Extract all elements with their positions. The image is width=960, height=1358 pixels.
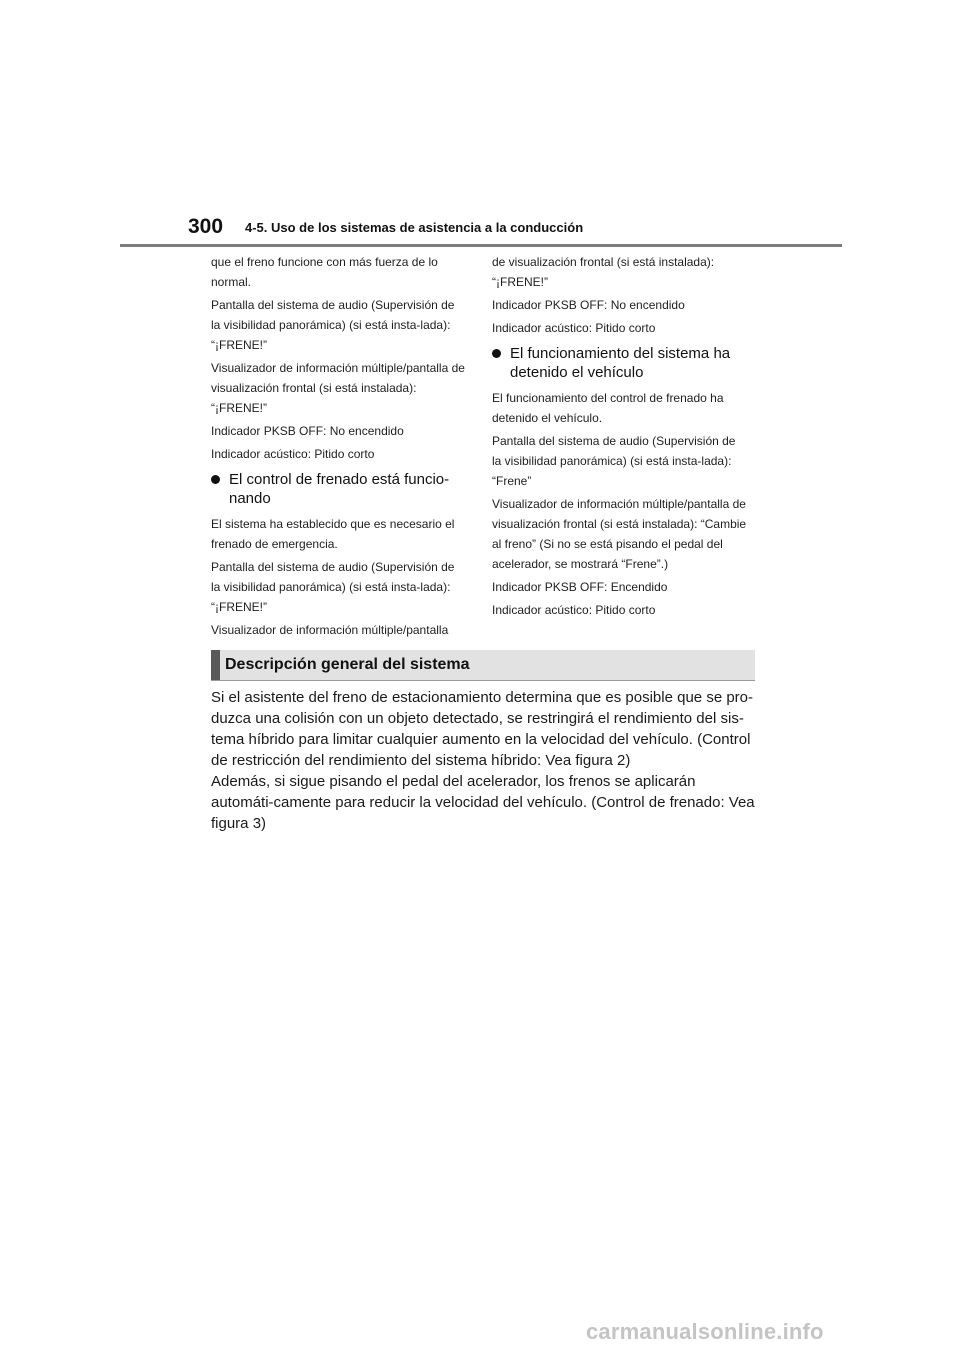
paragraph: Indicador PKSB OFF: No encendido	[211, 424, 404, 438]
paragraph: El funcionamiento del control de frenado ha detenido el vehículo.	[492, 391, 724, 425]
overview-paragraph: Además, si sigue pisando el pedal del acelerador, los frenos se aplicarán automáti-camente para reducir la velocidad del vehículo. (Control de frenado: Vea figura 3)	[211, 773, 755, 832]
overview-paragraph: Si el asistente del freno de estacionamiento determina que es posible que se pro-duzca una colisión con un objeto detectado, se restringirá el rendimiento del sis-tema híbrido para limitar cualquier aumento en la velocidad del vehículo. (Control de restricción del rendimiento del sistema híbrido: Vea figura 2)	[211, 689, 753, 769]
right-column	[492, 252, 748, 623]
paragraph: Indicador acústico: Pitido corto	[492, 321, 656, 335]
paragraph: de visualización frontal (si está instalada): “¡FRENE!”	[492, 255, 715, 289]
bullet-heading-text: El control de frenado está funcio-nando	[229, 471, 450, 507]
paragraph: Pantalla del sistema de audio (Supervisión de la visibilidad panorámica) (si está insta-lada): “Frene”	[492, 434, 736, 488]
paragraph: Visualizador de información múltiple/pantalla de visualización frontal (si está instalada): “¡FRENE!”	[211, 361, 465, 415]
paragraph: Pantalla del sistema de audio (Supervisión de la visibilidad panorámica) (si está insta-lada): “¡FRENE!”	[211, 298, 455, 352]
bullet-icon	[211, 475, 220, 484]
paragraph: Indicador PKSB OFF: No encendido	[492, 298, 685, 312]
paragraph: Visualizador de información múltiple/pantalla de visualización frontal (si está instalada): “Cambie al freno” (Si no se está pisando el pedal del acelerador, se mostrará “Frene”.)	[492, 497, 747, 571]
paragraph: Pantalla del sistema de audio (Supervisión de la visibilidad panorámica) (si está insta-lada): “¡FRENE!”	[211, 560, 455, 614]
overview-body	[211, 687, 759, 834]
paragraph: Indicador acústico: Pitido corto	[492, 603, 656, 617]
bullet-heading-text: El funcionamiento del sistema ha detenido el vehículo	[510, 345, 731, 381]
paragraph: Indicador PKSB OFF: Encendido	[492, 580, 668, 594]
heading-accent	[211, 650, 220, 680]
bullet-heading	[211, 470, 467, 508]
section-title: 4-5. Uso de los sistemas de asistencia a la conducción	[245, 220, 584, 235]
paragraph: Indicador acústico: Pitido corto	[211, 447, 375, 461]
left-column	[211, 252, 467, 643]
bullet-icon	[492, 349, 501, 358]
page-number: 300	[188, 215, 224, 238]
overview-heading-bar	[211, 650, 755, 681]
paragraph: El sistema ha establecido que es necesario el frenado de emergencia.	[211, 517, 455, 551]
paragraph: Visualizador de información múltiple/pantalla	[211, 623, 449, 637]
header-divider	[120, 244, 842, 247]
paragraph: que el freno funcione con más fuerza de lo normal.	[211, 255, 438, 289]
watermark: carmanualsonline.info	[586, 1319, 824, 1344]
bullet-heading	[492, 344, 748, 382]
overview-title: Descripción general del sistema	[225, 656, 470, 673]
